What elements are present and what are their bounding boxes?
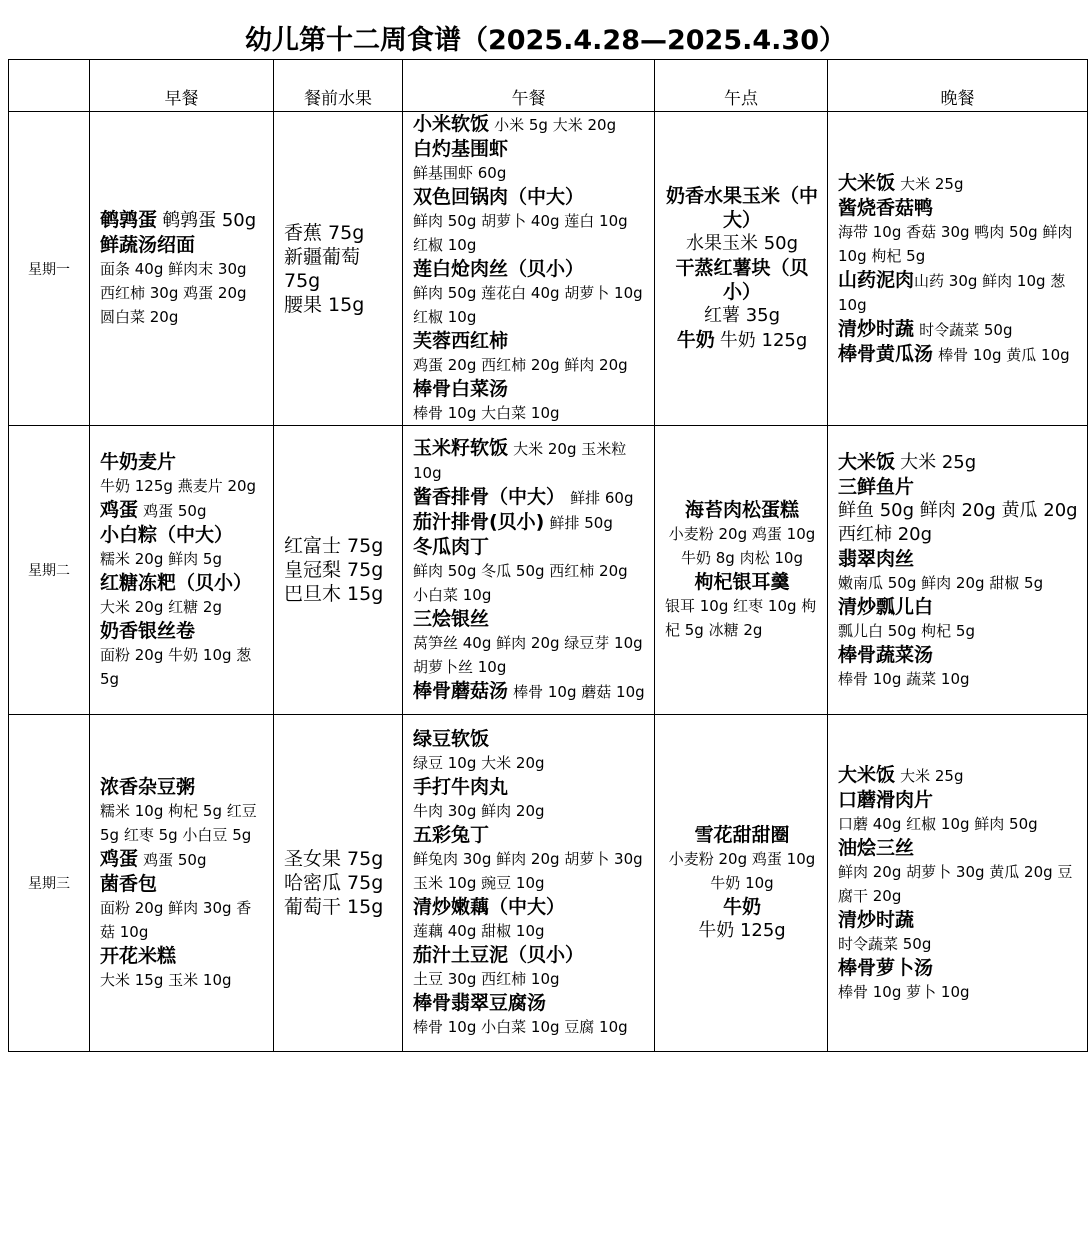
dish-name: 海苔肉松蛋糕 [684, 499, 799, 521]
fruit-cell [274, 426, 403, 715]
dish-name: 鸡蛋 [100, 847, 139, 870]
dish-ingredients: 瓢儿白 50g 枸杞 5g [838, 621, 975, 640]
dish-name: 干蒸红薯块（贝小） [675, 257, 809, 303]
dish-ingredients: 牛奶 125g [698, 920, 786, 941]
dish-ingredients: 鸡蛋 50g [143, 501, 207, 520]
dish-name: 牛奶 [676, 329, 715, 351]
dish-ingredients: 时令蔬菜 50g [838, 934, 932, 953]
dish-ingredients: 银耳 10g 红枣 10g 枸杞 5g 冰糖 2g [665, 597, 817, 639]
day-label: 星期三 [9, 715, 90, 1052]
day-row-monday [9, 112, 1088, 426]
dish-name: 浓香杂豆粥 [100, 775, 196, 798]
dish-name: 大米饭 [838, 171, 896, 194]
dish-ingredients: 鲜肉 50g 胡萝卜 40g 莲白 10g 红椒 10g [413, 212, 628, 254]
dish-name: 雪花甜甜圈 [694, 824, 790, 846]
dish-name: 五彩兔丁 [413, 824, 490, 846]
dish-ingredients: 面粉 20g 鲜肉 30g 香菇 10g [100, 898, 252, 941]
day-label: 星期二 [9, 426, 90, 715]
dish-name: 芙蓉西红柿 [413, 330, 509, 352]
dish-name: 双色回锅肉（中大） [413, 186, 585, 208]
day-label: 星期一 [9, 112, 90, 426]
dish-name: 枸杞银耳羹 [694, 571, 790, 593]
dish-ingredients: 鲜排 50g [549, 514, 613, 532]
dish-name: 绿豆软饭 [413, 728, 490, 750]
dish-ingredients: 水果玉米 50g [685, 233, 799, 254]
dish-ingredients: 大米 15g 玉米 10g [100, 970, 232, 989]
dish-name: 鹌鹑蛋 [100, 209, 158, 231]
dish-ingredients: 鲜鱼 50g 鲜肉 20g 黄瓜 20g 西红柿 20g [838, 499, 1078, 545]
dish-ingredients: 鲜肉 50g 冬瓜 50g 西红柿 20g 小白菜 10g [413, 562, 628, 604]
dish-ingredients: 牛奶 125g [719, 330, 808, 351]
page-title: 幼儿第十二周食谱（2025.4.28—2025.4.30） [244, 25, 847, 56]
dish-ingredients: 鸡蛋 50g [143, 850, 207, 869]
dish-ingredients: 时令蔬菜 50g [919, 320, 1013, 339]
header-snack: 午点 [655, 60, 828, 112]
dish-ingredients: 鸡蛋 20g 西红柿 20g 鲜肉 20g [413, 356, 628, 374]
dish-name: 清炒时蔬 [838, 908, 915, 931]
dish-ingredients: 棒骨 10g 大白菜 10g [413, 404, 560, 422]
dinner-cell [828, 112, 1088, 426]
dinner-cell [828, 715, 1088, 1052]
fruit-item: 腰果 15g [284, 293, 365, 316]
dish-name: 奶香银丝卷 [100, 619, 196, 642]
header-lunch: 午餐 [403, 60, 655, 112]
dish-ingredients: 口蘑 40g 红椒 10g 鲜肉 50g [838, 814, 1038, 833]
fruit-item: 圣女果 75g [284, 848, 384, 870]
dish-name: 棒骨黄瓜汤 [838, 342, 934, 365]
dish-name: 山药泥肉 [838, 268, 915, 291]
dish-name: 大米饭 [838, 450, 896, 473]
dish-name: 鲜蔬汤绍面 [100, 234, 196, 256]
dish-ingredients: 山药 30g 鲜肉 10g 葱 10g [838, 271, 1066, 314]
breakfast-cell [90, 112, 274, 426]
dish-ingredients: 糯米 10g 枸杞 5g 红豆 5g 红枣 5g 小白豆 5g [100, 801, 257, 844]
dish-ingredients: 莲藕 40g 甜椒 10g [413, 922, 545, 940]
dish-name: 棒骨蘑菇汤 [413, 680, 509, 702]
header-fruit: 餐前水果 [274, 60, 403, 112]
dish-ingredients: 鲜兔肉 30g 鲜肉 20g 胡萝卜 30g 玉米 10g 豌豆 10g [413, 850, 643, 892]
dish-name: 菌香包 [100, 872, 158, 895]
dish-name: 手打牛肉丸 [413, 776, 509, 798]
dish-ingredients: 海带 10g 香菇 30g 鸭肉 50g 鲜肉 10g 枸杞 5g [838, 222, 1073, 265]
day-row-wednesday [9, 715, 1088, 1052]
fruit-item: 葡萄干 15g [284, 896, 384, 918]
dish-name: 玉米籽软饭 [413, 437, 509, 459]
dish-ingredients: 小麦粉 20g 鸡蛋 10g 牛奶 10g [668, 850, 816, 892]
dish-ingredients: 牛肉 30g 鲜肉 20g [413, 802, 545, 820]
breakfast-cell [90, 715, 274, 1052]
dish-name: 小白粽（中大） [100, 523, 234, 546]
dish-ingredients: 大米 20g 红糖 2g [100, 597, 222, 616]
dish-ingredients: 红薯 35g [703, 305, 781, 326]
dish-name: 油烩三丝 [838, 836, 915, 859]
dinner-cell [828, 426, 1088, 715]
fruit-item: 皇冠梨 75g [284, 559, 384, 581]
dish-name: 莲白炝肉丝（贝小） [413, 258, 585, 280]
dish-ingredients: 鲜排 60g [570, 489, 634, 507]
dish-ingredients: 牛奶 125g 燕麦片 20g [100, 476, 257, 495]
header-dinner: 晚餐 [828, 60, 1088, 112]
dish-name: 鸡蛋 [100, 498, 139, 521]
dish-name: 三烩银丝 [413, 608, 490, 630]
fruit-item: 香蕉 75g [284, 221, 365, 244]
dish-name: 清炒时蔬 [838, 317, 915, 340]
lunch-cell [403, 426, 655, 715]
dish-name: 清炒瓢儿白 [838, 595, 934, 618]
dish-name: 棒骨蔬菜汤 [838, 643, 934, 666]
fruit-cell [274, 715, 403, 1052]
fruit-item: 巴旦木 15g [284, 583, 384, 605]
dish-name: 冬瓜肉丁 [413, 536, 490, 558]
dish-ingredients: 绿豆 10g 大米 20g [413, 754, 545, 772]
dish-ingredients: 大米 25g [900, 174, 964, 193]
fruit-item: 新疆葡萄 [284, 245, 361, 268]
dish-ingredients: 棒骨 10g 萝卜 10g [838, 982, 970, 1001]
dish-ingredients: 鲜肉 20g 胡萝卜 30g 黄瓜 20g 豆腐干 20g [838, 862, 1073, 905]
dish-ingredients: 面粉 20g 牛奶 10g 葱 5g [100, 645, 252, 688]
dish-ingredients: 小麦粉 20g 鸡蛋 10g 牛奶 8g 肉松 10g [668, 525, 816, 567]
snack-cell [655, 112, 828, 426]
dish-name: 酱香排骨（中大） [413, 486, 566, 508]
dish-name: 奶香水果玉米（中大） [665, 185, 818, 231]
dish-name: 棒骨白菜汤 [413, 378, 509, 400]
snack-cell [655, 715, 828, 1052]
dish-name: 翡翠肉丝 [838, 547, 915, 570]
dish-ingredients: 大米 20g 玉米粒 10g [413, 440, 627, 482]
dish-name: 棒骨翡翠豆腐汤 [413, 992, 547, 1014]
dish-name: 牛奶麦片 [100, 450, 177, 473]
dish-ingredients: 棒骨 10g 蔬菜 10g [838, 669, 970, 688]
lunch-cell [403, 715, 655, 1052]
dish-ingredients: 小米 5g 大米 20g [494, 116, 617, 134]
dish-ingredients: 糯米 20g 鲜肉 5g [100, 549, 222, 568]
fruit-cell [274, 112, 403, 426]
dish-ingredients: 大米 25g [900, 766, 964, 785]
fruit-item: 75g [284, 269, 321, 292]
dish-name: 清炒嫩藕（中大） [413, 896, 566, 918]
breakfast-cell [90, 426, 274, 715]
dish-ingredients: 棒骨 10g 黄瓜 10g [938, 345, 1070, 364]
dish-name: 开花米糕 [100, 944, 177, 967]
menu-table [8, 59, 1088, 1052]
dish-ingredients: 大米 25g [900, 451, 977, 473]
dish-name: 小米软饭 [413, 113, 490, 135]
dish-ingredients: 鲜肉 50g 莲花白 40g 胡萝卜 10g 红椒 10g [413, 284, 643, 326]
lunch-cell [403, 112, 655, 426]
dish-name: 茄汁排骨(贝小) [413, 511, 545, 533]
fruit-item: 哈密瓜 75g [284, 872, 384, 894]
dish-name: 白灼基围虾 [413, 138, 509, 160]
dish-ingredients: 嫩南瓜 50g 鲜肉 20g 甜椒 5g [838, 573, 1044, 592]
dish-ingredients: 面条 40g 鲜肉末 30g 西红柿 30g 鸡蛋 20g 圆白菜 20g [100, 260, 247, 326]
dish-name: 酱烧香菇鸭 [838, 196, 934, 219]
dish-name: 三鲜鱼片 [838, 475, 915, 498]
dish-ingredients: 莴笋丝 40g 鲜肉 20g 绿豆芽 10g 胡萝卜丝 10g [413, 634, 643, 676]
dish-name: 茄汁土豆泥（贝小） [413, 944, 585, 966]
dish-ingredients: 鹌鹑蛋 50g [162, 210, 257, 231]
dish-ingredients: 棒骨 10g 小白菜 10g 豆腐 10g [413, 1018, 628, 1036]
dish-ingredients: 棒骨 10g 蘑菇 10g [513, 683, 645, 701]
dish-name: 口蘑滑肉片 [838, 788, 934, 811]
header-breakfast: 早餐 [90, 60, 274, 112]
snack-cell [655, 426, 828, 715]
dish-name: 棒骨萝卜汤 [838, 956, 934, 979]
fruit-item: 红富士 75g [284, 535, 384, 557]
dish-name: 牛奶 [722, 896, 761, 918]
dish-ingredients: 鲜基围虾 60g [413, 164, 507, 182]
header-corner [9, 60, 90, 112]
dish-ingredients: 土豆 30g 西红柿 10g [413, 970, 560, 988]
day-row-tuesday [9, 426, 1088, 715]
header-row [9, 60, 1088, 112]
dish-name: 大米饭 [838, 763, 896, 786]
dish-name: 红糖冻粑（贝小） [100, 571, 253, 594]
